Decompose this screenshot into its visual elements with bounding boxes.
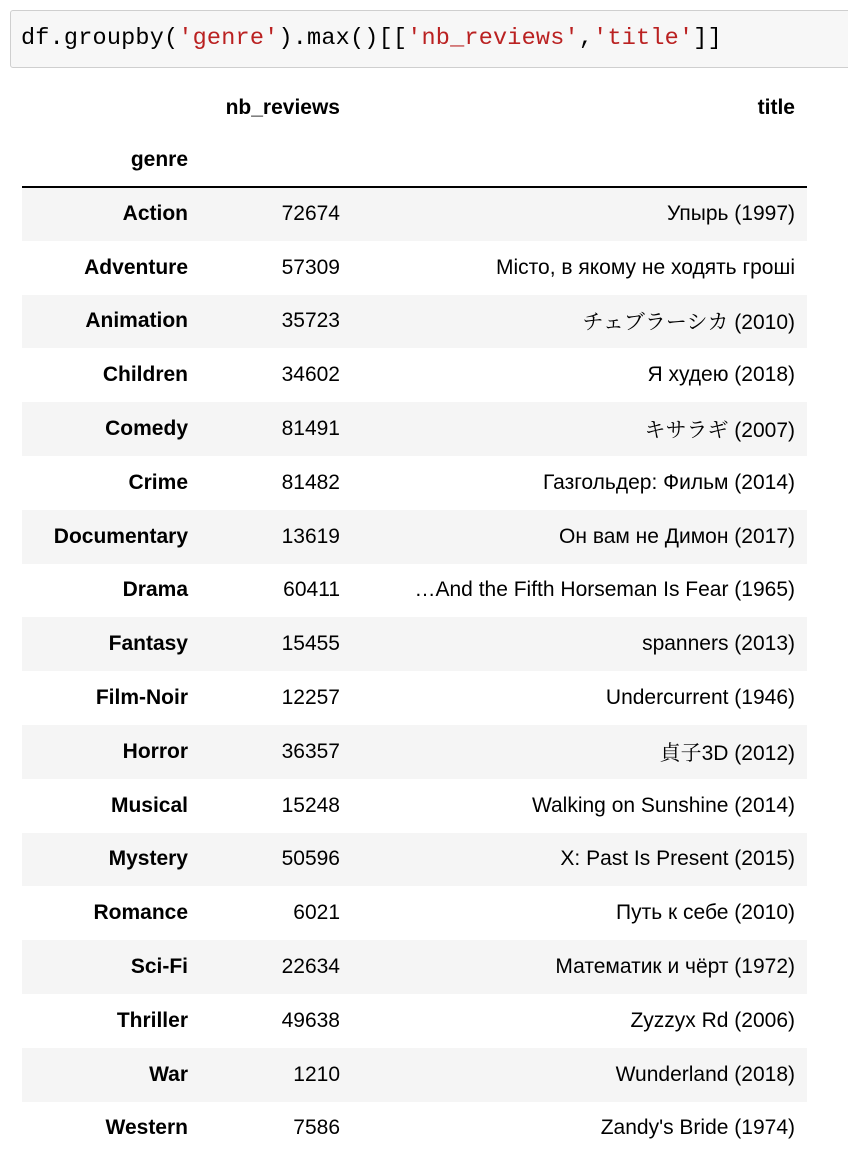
cell-nb-reviews: 13619 (281, 524, 340, 548)
row-index-genre: Documentary (53, 524, 188, 548)
cell-nb-reviews: 60411 (283, 578, 340, 602)
table-row (22, 241, 807, 295)
cell-title: …And the Fifth Horseman Is Fear (1965) (414, 578, 795, 602)
table-row (22, 994, 807, 1048)
cell-nb-reviews: 6021 (293, 901, 340, 925)
cell-title: Wunderland (2018) (615, 1062, 795, 1086)
row-index-genre: Musical (110, 793, 188, 817)
code-cell-input[interactable] (10, 10, 848, 68)
table-row (22, 671, 807, 725)
cell-title: 貞子3D (2012) (659, 741, 795, 765)
cell-nb-reviews: 57309 (281, 255, 340, 279)
code-token: , (578, 25, 594, 52)
table-row (22, 779, 807, 833)
table-row (22, 725, 807, 779)
row-index-genre: Adventure (84, 255, 188, 279)
code-string: 'title' (593, 25, 694, 52)
index-name-header: genre (22, 134, 200, 187)
cell-nb-reviews: 72674 (281, 202, 340, 226)
cell-title: Математик и чёрт (1972) (555, 955, 795, 979)
column-header-nb-reviews: nb_reviews (225, 96, 340, 119)
row-index-genre: Romance (93, 901, 188, 925)
cell-title: Газгольдер: Фильм (2014) (542, 470, 795, 494)
row-index-genre: Crime (128, 470, 188, 494)
table-row (22, 348, 807, 402)
table-row (22, 617, 807, 671)
row-index-genre: Horror (122, 739, 188, 763)
cell-nb-reviews: 36357 (281, 739, 340, 763)
cell-title: Он вам не Димон (2017) (559, 524, 795, 548)
cell-title: Walking on Sunshine (2014) (531, 793, 795, 817)
cell-nb-reviews: 49638 (281, 1008, 340, 1032)
cell-nb-reviews: 34602 (281, 363, 340, 387)
table-row (22, 456, 807, 510)
cell-nb-reviews: 1210 (293, 1062, 340, 1086)
table-row (22, 564, 807, 618)
row-index-genre: Fantasy (108, 632, 188, 656)
cell-title: Zandy's Bride (1974) (600, 1116, 795, 1140)
table-row (22, 1102, 807, 1156)
table-row (22, 402, 807, 456)
cell-title: キサラギ (2007) (644, 419, 795, 443)
code-token: ).max()[[ (278, 25, 408, 52)
row-index-genre: Mystery (108, 847, 188, 871)
header-blank (352, 134, 807, 187)
cell-title: Undercurrent (1946) (605, 686, 795, 710)
table-row (22, 940, 807, 994)
cell-title: spanners (2013) (642, 632, 795, 656)
dataframe-output (22, 82, 807, 1155)
row-index-genre: Thriller (116, 1008, 188, 1032)
cell-title: Місто, в якому не ходять гроші (495, 255, 795, 279)
table-row (22, 1048, 807, 1102)
row-index-genre: Western (105, 1116, 188, 1140)
cell-title: Упырь (1997) (666, 202, 795, 226)
cell-nb-reviews: 15455 (281, 632, 340, 656)
table-row (22, 295, 807, 349)
table-row (22, 187, 807, 241)
table-row (22, 833, 807, 887)
cell-nb-reviews: 22634 (281, 955, 340, 979)
cell-title: Путь к себе (2010) (616, 901, 795, 925)
row-index-genre: Film-Noir (95, 686, 188, 710)
cell-title: Zyzzyx Rd (2006) (630, 1008, 795, 1032)
cell-title: Я худею (2018) (647, 363, 795, 387)
header-blank (200, 134, 352, 187)
code-token: ]] (693, 25, 722, 52)
row-index-genre: Action (122, 202, 188, 226)
code-string: 'nb_reviews' (407, 25, 579, 52)
cell-nb-reviews: 15248 (281, 793, 340, 817)
cell-title: チェブラーシカ (2010) (582, 311, 795, 335)
row-index-genre: Animation (85, 309, 188, 333)
row-index-genre: Comedy (105, 417, 188, 441)
code-string: 'genre' (178, 25, 279, 52)
table-row (22, 886, 807, 940)
code-token: df.groupby( (21, 25, 179, 52)
cell-nb-reviews: 50596 (281, 847, 340, 871)
row-index-genre: Sci-Fi (130, 955, 188, 979)
row-index-genre: Children (102, 363, 188, 387)
cell-nb-reviews: 35723 (281, 309, 340, 333)
row-index-genre: War (149, 1062, 188, 1086)
table-row (22, 510, 807, 564)
cell-nb-reviews: 12257 (281, 686, 340, 710)
cell-nb-reviews: 81482 (281, 470, 340, 494)
cell-nb-reviews: 81491 (281, 417, 340, 441)
code-text (21, 25, 722, 52)
header-blank (22, 82, 200, 134)
cell-title: X: Past Is Present (2015) (560, 847, 795, 871)
row-index-genre: Drama (122, 578, 188, 602)
column-header-title: title (757, 96, 795, 119)
cell-nb-reviews: 7586 (293, 1116, 340, 1140)
